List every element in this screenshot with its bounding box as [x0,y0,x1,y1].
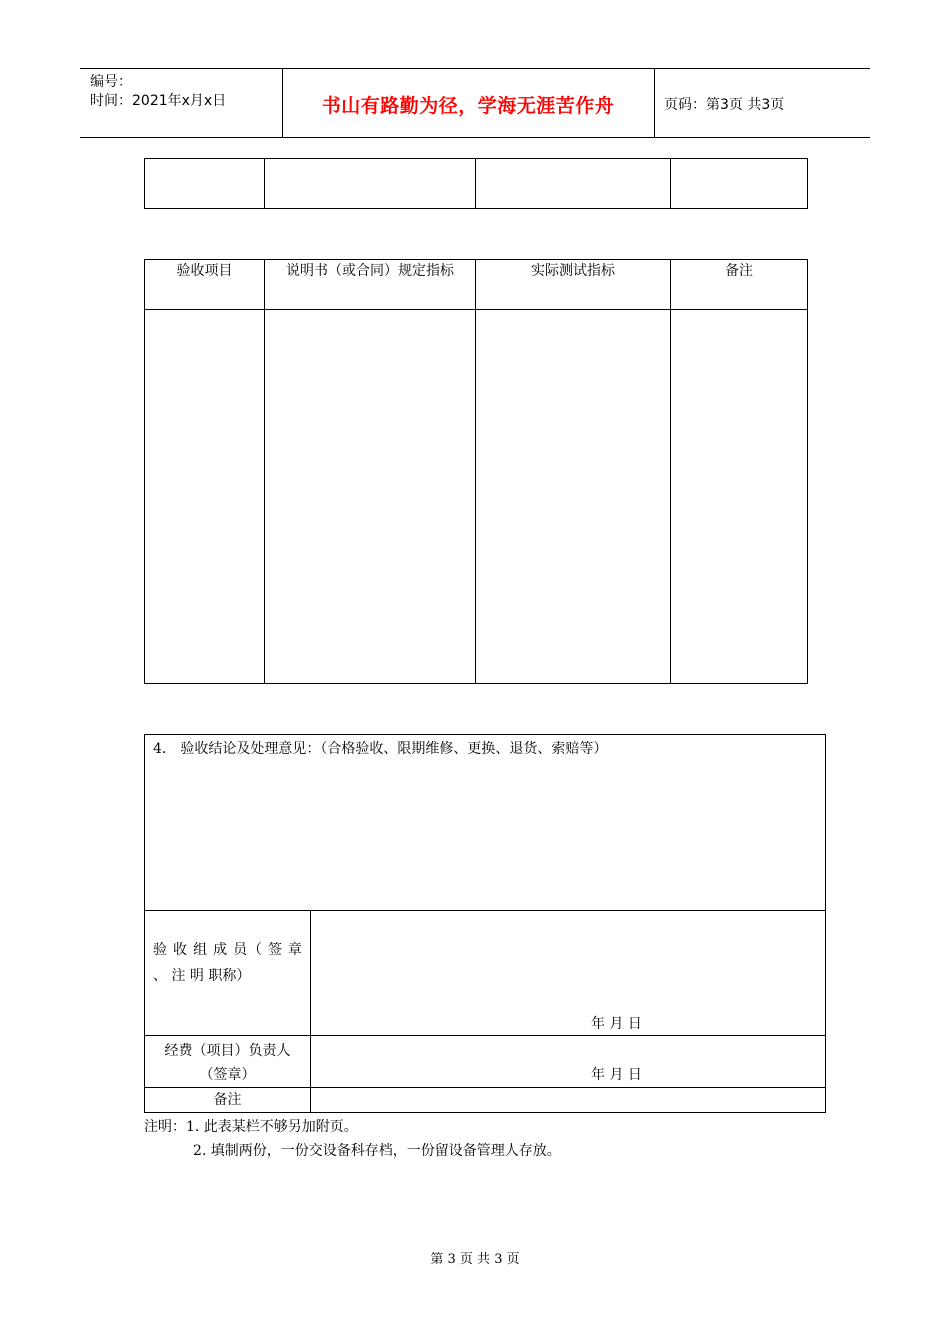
header-divider-right [654,69,655,137]
note-line-1: 注明：1. 此表某栏不够另加附页。 [144,1119,358,1135]
header-acceptance-item: 验收项目 [145,260,265,310]
empty-cell [671,159,808,209]
header-spec-index: 说明书（或合同）规定指标 [265,260,476,310]
number-label: 编号： [90,74,132,90]
finance-signature-cell[interactable] [311,1036,826,1088]
time-label: 时间：2021年x月x日 [90,93,227,109]
note-line-2: 2. 填制两份，一份交设备科存档，一份留设备管理人存放。 [193,1143,561,1159]
header-motto: 书山有路勤为径，学海无涯苦作舟 [321,95,615,117]
header-actual-test: 实际测试指标 [476,260,671,310]
page-header [80,68,870,138]
members-date: 年 月 日 [591,1016,642,1032]
finance-label: 经费（项目）负责人（签章） [145,1036,311,1088]
acceptance-item-cell[interactable] [145,310,265,684]
conclusion-table [144,734,826,1113]
remark-label: 备注 [145,1088,311,1113]
empty-cell [476,159,671,209]
conclusion-title[interactable]: 4． 验收结论及处理意见：（合格验收、限期维修、更换、退货、索赔等） [145,735,826,911]
top-empty-table [144,158,808,209]
remark-cell[interactable] [671,310,808,684]
acceptance-table [144,259,808,684]
empty-cell [265,159,476,209]
members-signature-cell[interactable] [311,911,826,1036]
actual-test-cell[interactable] [476,310,671,684]
header-remark: 备注 [671,260,808,310]
page-footer: 第 3 页 共 3 页 [430,1252,520,1267]
header-page-info: 页码：第3页 共3页 [664,97,785,113]
spec-index-cell[interactable] [265,310,476,684]
finance-date: 年 月 日 [591,1067,642,1083]
header-meta [90,73,226,111]
empty-cell [145,159,265,209]
members-label: 验 收 组 成 员（ 签 章 、 注 明 职称） [145,911,311,1036]
remark-value-cell[interactable] [311,1088,826,1113]
